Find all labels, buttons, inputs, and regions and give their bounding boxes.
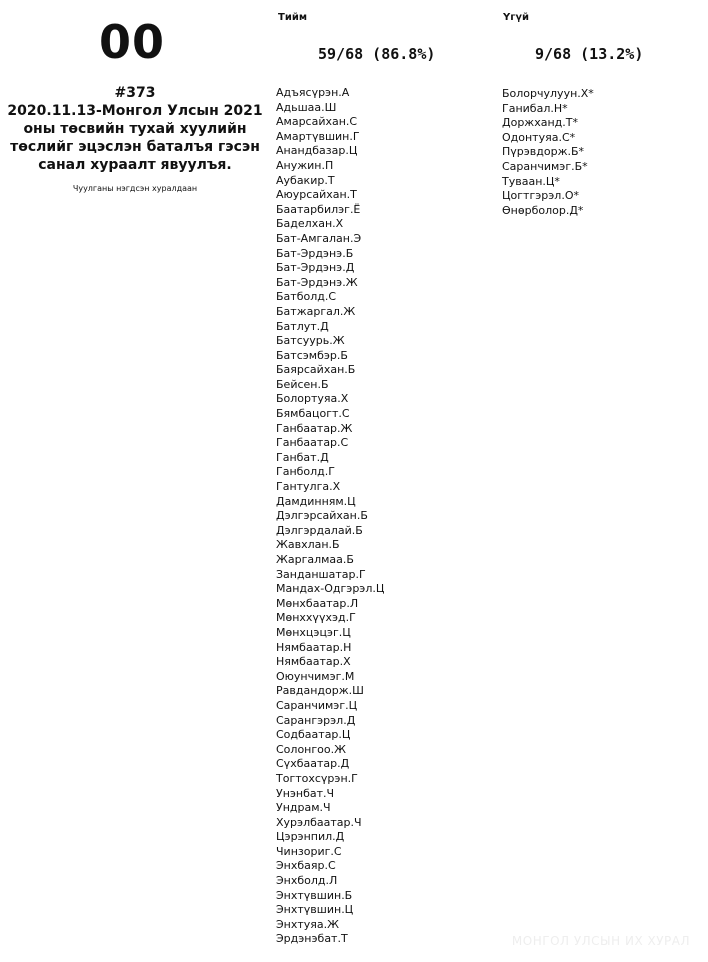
voter-name: Унэнбат.Ч — [276, 786, 335, 800]
voter-name: Дэлгэрдалай.Б — [276, 523, 363, 537]
voter-name: Мөнхцэцэг.Ц — [276, 625, 351, 639]
voter-name: Ганибал.Н* — [502, 101, 568, 115]
voter-name: Батсэмбэр.Б — [276, 348, 348, 362]
voter-name: Баделхан.Х — [276, 217, 344, 231]
voter-name: Ундрам.Ч — [276, 801, 331, 815]
voter-name: Анандбазар.Ц — [276, 144, 358, 158]
no-summary: 9/68 (13.2%) — [535, 45, 644, 63]
session-name: Чуулганы нэгдсэн хуралдаан — [72, 184, 198, 193]
voter-name: Бат-Эрдэнэ.Б — [276, 246, 354, 260]
voter-name: Солонгоо.Ж — [276, 742, 346, 756]
voter-name: Равдандорж.Ш — [276, 684, 364, 698]
voter-name: Дамдинням.Ц — [276, 494, 356, 508]
vote-title: 2020.11.13-Монгол Улсын 2021 оны төсвийн тухай хуулийн төслийг эцэслэн баталъя гэсэн санал хураалт явуулъя. — [7, 103, 263, 173]
voter-name: Дэлгэрсайхан.Б — [276, 509, 368, 523]
voter-name: Батсуурь.Ж — [276, 334, 345, 348]
voter-name: Саранчимэг.Ц — [276, 698, 358, 712]
no-name-list — [502, 87, 692, 218]
voter-name: Баатарбилэг.Ё — [276, 202, 361, 216]
voter-name: Хурэлбаатар.Ч — [276, 815, 362, 829]
voter-name: Тогтохсүрэн.Г — [276, 771, 358, 785]
voter-name: Батжаргал.Ж — [276, 304, 356, 318]
voter-name: Ганбат.Д — [276, 450, 329, 464]
voter-name: Анужин.П — [276, 158, 334, 172]
voter-name: Адъясүрэн.А — [276, 86, 350, 99]
voter-name: Ганболд.Г — [276, 465, 335, 479]
voter-name: Энхтуяа.Ж — [276, 917, 340, 931]
voter-name: Доржханд.Т* — [502, 116, 578, 130]
voter-name: Энхбаяр.С — [276, 859, 336, 873]
voter-name: Болортуяа.Х — [276, 392, 349, 406]
voter-name: Аубакир.Т — [276, 173, 335, 187]
voter-name: Цэрэнпил.Д — [276, 830, 345, 844]
voter-name: Туваан.Ц* — [502, 174, 560, 188]
voter-name: Бат-Амгалан.Э — [276, 231, 362, 245]
no-column-label: Үгүй — [503, 12, 529, 23]
voter-name: Жавхлан.Б — [276, 538, 340, 552]
voter-name: Мөнххүүхэд.Г — [276, 611, 356, 625]
voter-name: Сарангэрэл.Д — [276, 713, 356, 727]
voter-name: Содбаатар.Ц — [276, 728, 351, 742]
voter-name: Өнөрболор.Д* — [502, 203, 584, 217]
voter-name: Саранчимэг.Б* — [502, 159, 588, 173]
voter-name: Батлут.Д — [276, 319, 329, 333]
voter-name: Сүхбаатар.Д — [276, 757, 350, 771]
yes-name-list — [276, 86, 466, 947]
voter-name: Энхболд.Л — [276, 874, 338, 888]
voter-name: Чинзориг.С — [276, 844, 342, 858]
voter-name: Занданшатар.Г — [276, 567, 366, 581]
voter-name: Оюунчимэг.М — [276, 669, 355, 683]
yes-column-label: Тийм — [278, 12, 308, 23]
voter-name: Баярсайхан.Б — [276, 363, 356, 377]
voter-name: Пүрэвдорж.Б* — [502, 145, 585, 159]
voter-name: Энхтүвшин.Б — [276, 888, 353, 902]
voter-name: Бат-Эрдэнэ.Д — [276, 261, 355, 275]
yes-summary: 59/68 (86.8%) — [318, 45, 436, 63]
watermark: МОНГОЛ УЛСЫН ИХ ХУРАЛ — [511, 934, 690, 948]
voter-name: Бат-Эрдэнэ.Ж — [276, 275, 358, 289]
voter-name: Одонтуяа.С* — [502, 130, 576, 144]
vote-number: #373 — [114, 85, 156, 101]
voter-name: Адьшаа.Ш — [276, 100, 337, 114]
voter-name: Батболд.С — [276, 290, 337, 304]
voter-name: Жаргалмаа.Б — [276, 553, 354, 566]
voter-name: Нямбаатар.Н — [276, 640, 352, 654]
voter-name: Бямбацогт.С — [276, 407, 350, 421]
voter-name: Аюурсайхан.Т — [276, 188, 357, 202]
voter-name: Энхтүвшин.Ц — [276, 903, 354, 917]
voter-name: Амартүвшин.Г — [276, 129, 360, 143]
voter-name: Ганбаатар.С — [276, 436, 349, 450]
voter-name: Мөнхбаатар.Л — [276, 596, 359, 610]
voter-name: Амарсайхан.С — [276, 115, 358, 129]
voter-name: Бейсен.Б — [276, 377, 329, 391]
vote-code: 00 — [98, 15, 165, 69]
voter-name: Гантулга.Х — [276, 480, 341, 494]
voter-name: Нямбаатар.Х — [276, 655, 351, 669]
voter-name: Эрдэнэбат.Т — [276, 932, 348, 946]
voter-name: Болорчулуун.Х* — [502, 87, 594, 100]
voter-name: Мандах-Одгэрэл.Ц — [276, 582, 385, 596]
voter-name: Цогтгэрэл.О* — [502, 189, 579, 203]
voter-name: Ганбаатар.Ж — [276, 421, 353, 435]
